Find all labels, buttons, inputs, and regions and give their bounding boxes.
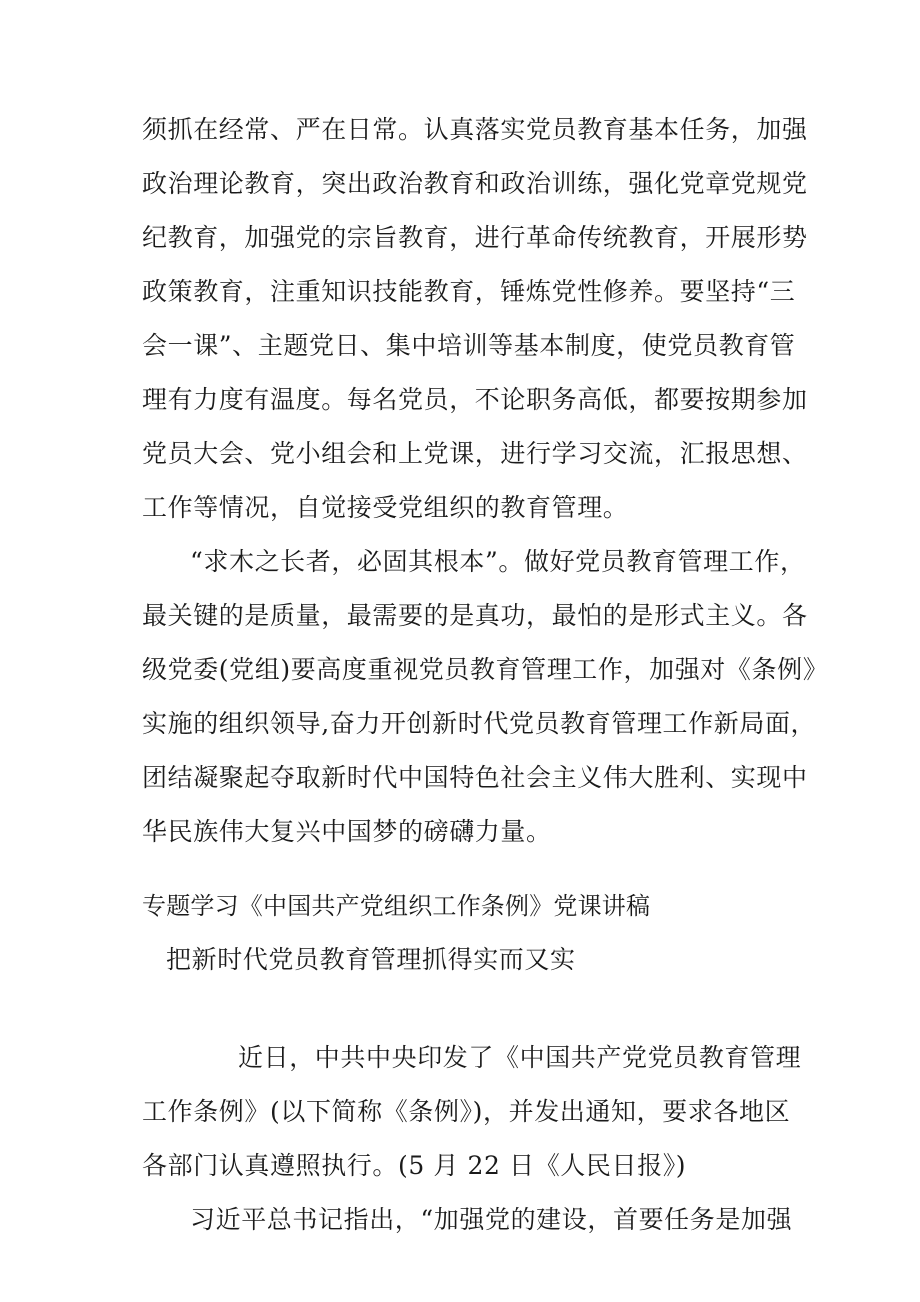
paragraph-2-line-3: 级党委(党组)要高度重视党员教育管理工作，加强对《条例》 <box>142 655 829 684</box>
body-line-4: 习近平总书记指出，“加强党的建设，首要任务是加强 <box>190 1205 793 1234</box>
paragraph-2-line-6: 华民族伟大复兴中国梦的磅礴力量。 <box>142 817 552 846</box>
paragraph-2-line-4: 实施的组织领导,奋力开创新时代党员教育管理工作新局面， <box>142 709 817 738</box>
body-line-3: 各部门认真遵照执行。(5 月 22 日《人民日报》) <box>142 1151 687 1180</box>
paragraph-2-line-2: 最关键的是质量，最需要的是真功，最怕的是形式主义。各 <box>142 601 808 630</box>
body-line-1: 近日，中共中央印发了《中国共产党党员教育管理 <box>238 1043 802 1072</box>
paragraph-1-line-5: 会一课”、主题党日、集中培训等基本制度，使党员教育管 <box>142 331 796 360</box>
paragraph-1-line-4: 政策教育，注重知识技能教育，锤炼党性修养。要坚持“三 <box>142 277 796 306</box>
paragraph-1-line-3: 纪教育，加强党的宗旨教育，进行革命传统教育，开展形势 <box>142 223 808 252</box>
paragraph-1-line-6: 理有力度有温度。每名党员，不论职务高低，都要按期参加 <box>142 385 808 414</box>
document-title: 专题学习《中国共产党组织工作条例》党课讲稿 <box>142 892 651 920</box>
paragraph-2-line-1: “求木之长者，必固其根本”。做好党员教育管理工作， <box>190 547 806 576</box>
paragraph-1-line-2: 政治理论教育，突出政治教育和政治训练，强化党章党规党 <box>142 169 808 198</box>
paragraph-1-line-1: 须抓在经常、严在日常。认真落实党员教育基本任务，加强 <box>142 115 808 144</box>
body-line-2: 工作条例》(以下简称《条例》)，并发出通知，要求各地区 <box>142 1097 791 1126</box>
paragraph-2-line-5: 团结凝聚起夺取新时代中国特色社会主义伟大胜利、实现中 <box>142 763 808 792</box>
document-subtitle: 把新时代党员教育管理抓得实而又实 <box>166 945 576 974</box>
paragraph-1-line-7: 党员大会、党小组会和上党课，进行学习交流，汇报思想、 <box>142 439 808 468</box>
paragraph-1-line-8: 工作等情况，自觉接受党组织的教育管理。 <box>142 493 629 522</box>
